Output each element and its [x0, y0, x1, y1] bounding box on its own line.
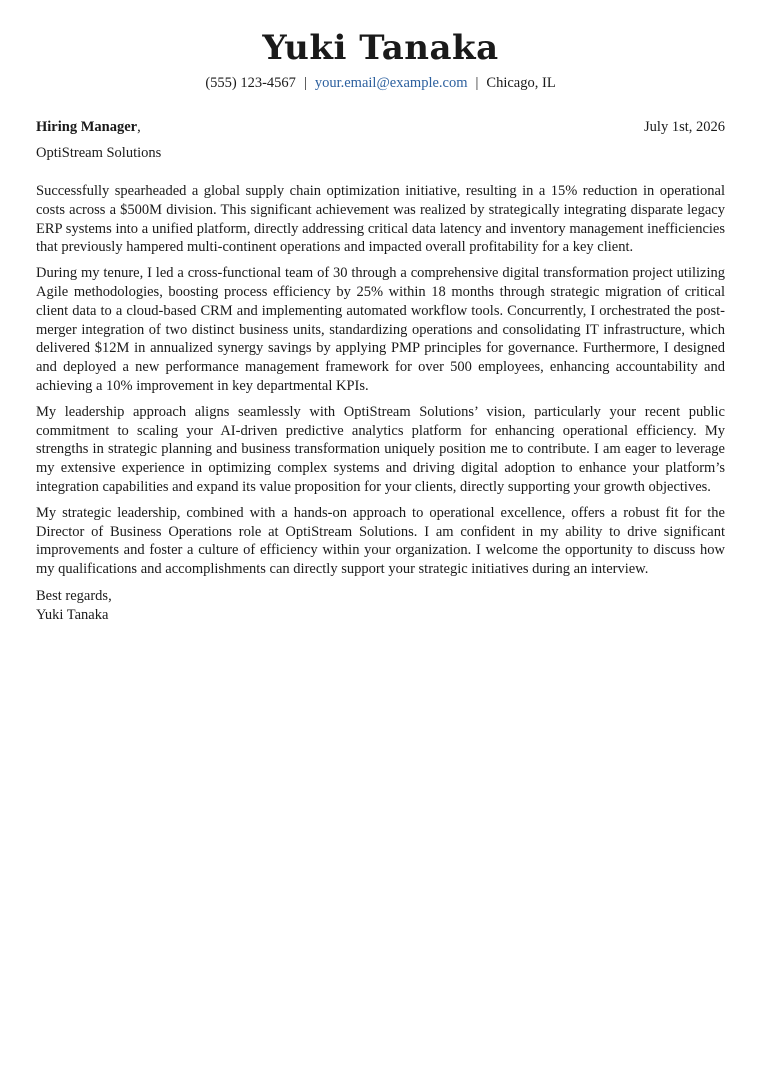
signature-name: Yuki Tanaka [36, 606, 109, 623]
body-paragraph-1: Successfully spearheaded a global supply chain optimization initiative, resulting in a 15% reduction in operational costs across a $500M division. This significant achievement was realized by strategically integrating disparate legacy ERP systems into a unified platform, directly addressing critical data latency and inventory management inefficiencies that previously hampered multi-continent operations and impacted overall profitability for a key client. [36, 183, 725, 256]
phone-number: (555) 123-4567 [205, 75, 296, 91]
recipient-name-comma: , [137, 119, 141, 135]
letter-body [36, 182, 725, 579]
location: Chicago, IL [486, 75, 556, 91]
body-paragraph-4: My strategic leadership, combined with a hands-on approach to operational excellence, offers a robust fit for the Director of Business Operations role at OptiStream Solutions. I am confident in my ability to drive significant improvements and foster a culture of efficiency within your organization. I welcome the opportunity to discuss how my qualifications and accomplishments can directly support your strategic initiatives during an interview. [36, 504, 725, 578]
email-link[interactable]: your.email@example.com [314, 75, 468, 91]
letter-date: July 1st, 2026 [644, 119, 725, 135]
recipient-company: OptiStream Solutions [36, 145, 162, 161]
letter-closing [36, 587, 725, 625]
cover-letter-page [36, 26, 725, 625]
applicant-name: Yuki Tanaka [262, 28, 499, 68]
contact-line [36, 72, 725, 94]
recipient-row [36, 116, 725, 138]
closing-salutation: Best regards, [36, 587, 112, 604]
body-paragraph-2: During my tenure, I led a cross-functional team of 30 through a comprehensive digital transformation project utilizing Agile methodologies, boosting process efficiency by 25% within 18 months through strategic migration of critical client data to a cloud-based CRM and implementing automated workflow tools. Concurrently, I orchestrated the post-merger integration of two distinct business units, standardizing operations and consolidating IT infrastructure, which delivered $12M in annualized synergy savings by applying PMP principles for governance. Furthermore, I designed and deployed a new performance management framework for over 500 employees, enhancing accountability and achieving a 10% improvement in key departmental KPIs. [36, 265, 725, 394]
body-paragraph-3: My leadership approach aligns seamlessly with OptiStream Solutions’ vision, particularly your recent public commitment to scaling your AI-driven predictive analytics platform for enhancing operational efficiency. My strengths in strategic planning and business transformation uniquely position me to contribute. I am eager to leverage my extensive experience in optimizing complex systems and driving digital adoption to enhance your platform’s integration capabilities and expand its value proposition for your clients, directly supporting your growth objectives. [36, 403, 725, 495]
contact-separator: | [475, 75, 479, 91]
contact-separator: | [303, 75, 307, 91]
recipient [36, 116, 141, 138]
recipient-name: Hiring Manager [36, 119, 138, 135]
